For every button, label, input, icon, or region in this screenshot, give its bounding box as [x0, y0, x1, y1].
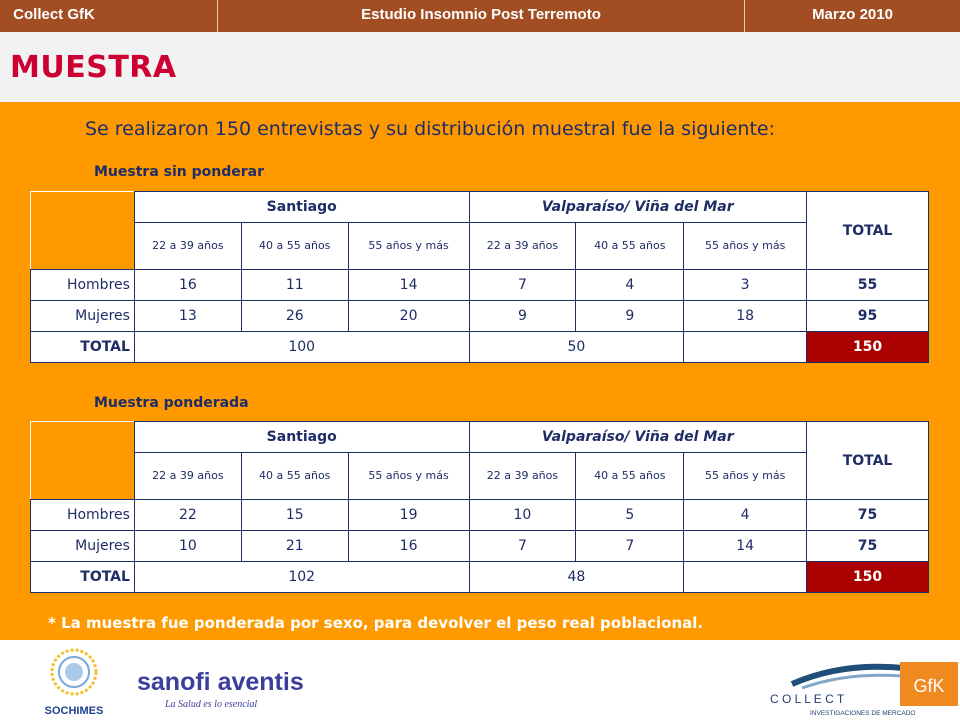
row-total: 75 — [807, 500, 929, 531]
table-cell: 15 — [241, 500, 348, 531]
row-label: Mujeres — [31, 301, 135, 332]
gfk-text: GfK — [913, 676, 945, 696]
age-group-header: 55 años y más — [348, 453, 469, 500]
table-cell: 13 — [134, 301, 241, 332]
age-group-header: 40 a 55 años — [241, 223, 348, 270]
row-total: 75 — [807, 531, 929, 562]
table-row — [31, 301, 929, 332]
santiago-total: 100 — [134, 332, 469, 363]
age-group-header: 22 a 39 años — [469, 223, 576, 270]
title-bar — [0, 32, 960, 102]
table-cell: 14 — [684, 531, 807, 562]
table-row — [31, 270, 929, 301]
content-area — [0, 102, 960, 640]
row-label: Mujeres — [31, 531, 135, 562]
table-row — [31, 332, 929, 363]
table-cell: 3 — [684, 270, 807, 301]
table-cell: 7 — [469, 531, 576, 562]
grand-total: 150 — [807, 332, 929, 363]
grand-total: 150 — [807, 562, 929, 593]
weighted-table — [30, 421, 929, 593]
table-row — [31, 531, 929, 562]
sanofi-tagline: La Salud es lo esencial — [165, 699, 258, 710]
age-group-header: 40 a 55 años — [241, 453, 348, 500]
table-cell: 19 — [348, 500, 469, 531]
logo-strip — [0, 640, 960, 720]
col-header-santiago: Santiago — [134, 422, 469, 453]
table-cell: 7 — [469, 270, 576, 301]
col-header-valparaiso: Valparaíso/ Viña del Mar — [469, 422, 807, 453]
collect-tagline: INVESTIGACIONES DE MERCADO — [810, 710, 916, 717]
col-header-total: TOTAL — [807, 192, 929, 270]
table-cell: 5 — [576, 500, 684, 531]
collect-gfk-logo — [762, 654, 958, 720]
table-cell: 21 — [241, 531, 348, 562]
table-cell: 22 — [134, 500, 241, 531]
page-title: MUESTRA — [10, 50, 177, 85]
table-cell: 10 — [469, 500, 576, 531]
sanofi-logo — [135, 662, 315, 712]
empty-cell — [684, 562, 807, 593]
col-header-total: TOTAL — [807, 422, 929, 500]
valparaiso-total: 50 — [469, 332, 684, 363]
intro-text: Se realizaron 150 entrevistas y su distribución muestral fue la siguiente: — [85, 118, 776, 140]
table-cell: 26 — [241, 301, 348, 332]
row-label: TOTAL — [31, 562, 135, 593]
sanofi-name: sanofi aventis — [137, 668, 304, 696]
sochimes-text: SOCHIMES — [44, 705, 104, 717]
valparaiso-total: 48 — [469, 562, 684, 593]
table-cell: 16 — [134, 270, 241, 301]
table-cell: 16 — [348, 531, 469, 562]
corner-cell — [31, 192, 135, 270]
row-total: 55 — [807, 270, 929, 301]
table-cell: 7 — [576, 531, 684, 562]
corner-cell — [31, 422, 135, 500]
table-cell: 11 — [241, 270, 348, 301]
age-group-header: 55 años y más — [684, 223, 807, 270]
age-group-header: 22 a 39 años — [134, 223, 241, 270]
table-cell: 18 — [684, 301, 807, 332]
table-cell: 20 — [348, 301, 469, 332]
age-group-header: 40 a 55 años — [576, 453, 684, 500]
empty-cell — [684, 332, 807, 363]
table-cell: 10 — [134, 531, 241, 562]
col-header-santiago: Santiago — [134, 192, 469, 223]
age-group-header: 40 a 55 años — [576, 223, 684, 270]
row-total: 95 — [807, 301, 929, 332]
footnote: * La muestra fue ponderada por sexo, para devolver el peso real poblacional. — [48, 614, 704, 632]
collect-name: C O L L E C T — [770, 692, 845, 706]
santiago-total: 102 — [134, 562, 469, 593]
table-cell: 9 — [576, 301, 684, 332]
table-cell: 9 — [469, 301, 576, 332]
header-bar — [0, 0, 960, 32]
age-group-header: 22 a 39 años — [134, 453, 241, 500]
table-cell: 14 — [348, 270, 469, 301]
row-label: TOTAL — [31, 332, 135, 363]
col-header-valparaiso: Valparaíso/ Viña del Mar — [469, 192, 807, 223]
age-group-header: 22 a 39 años — [469, 453, 576, 500]
unweighted-label: Muestra sin ponderar — [94, 164, 264, 180]
header-left: Collect GfK — [13, 6, 95, 23]
header-center: Estudio Insomnio Post Terremoto — [361, 6, 601, 23]
table-cell: 4 — [576, 270, 684, 301]
header-right: Marzo 2010 — [812, 6, 893, 23]
row-label: Hombres — [31, 270, 135, 301]
table-row — [31, 500, 929, 531]
unweighted-table — [30, 191, 929, 363]
row-label: Hombres — [31, 500, 135, 531]
weighted-label: Muestra ponderada — [94, 395, 249, 411]
age-group-header: 55 años y más — [348, 223, 469, 270]
age-group-header: 55 años y más — [684, 453, 807, 500]
table-cell: 4 — [684, 500, 807, 531]
sochimes-logo — [36, 646, 112, 718]
table-row — [31, 562, 929, 593]
